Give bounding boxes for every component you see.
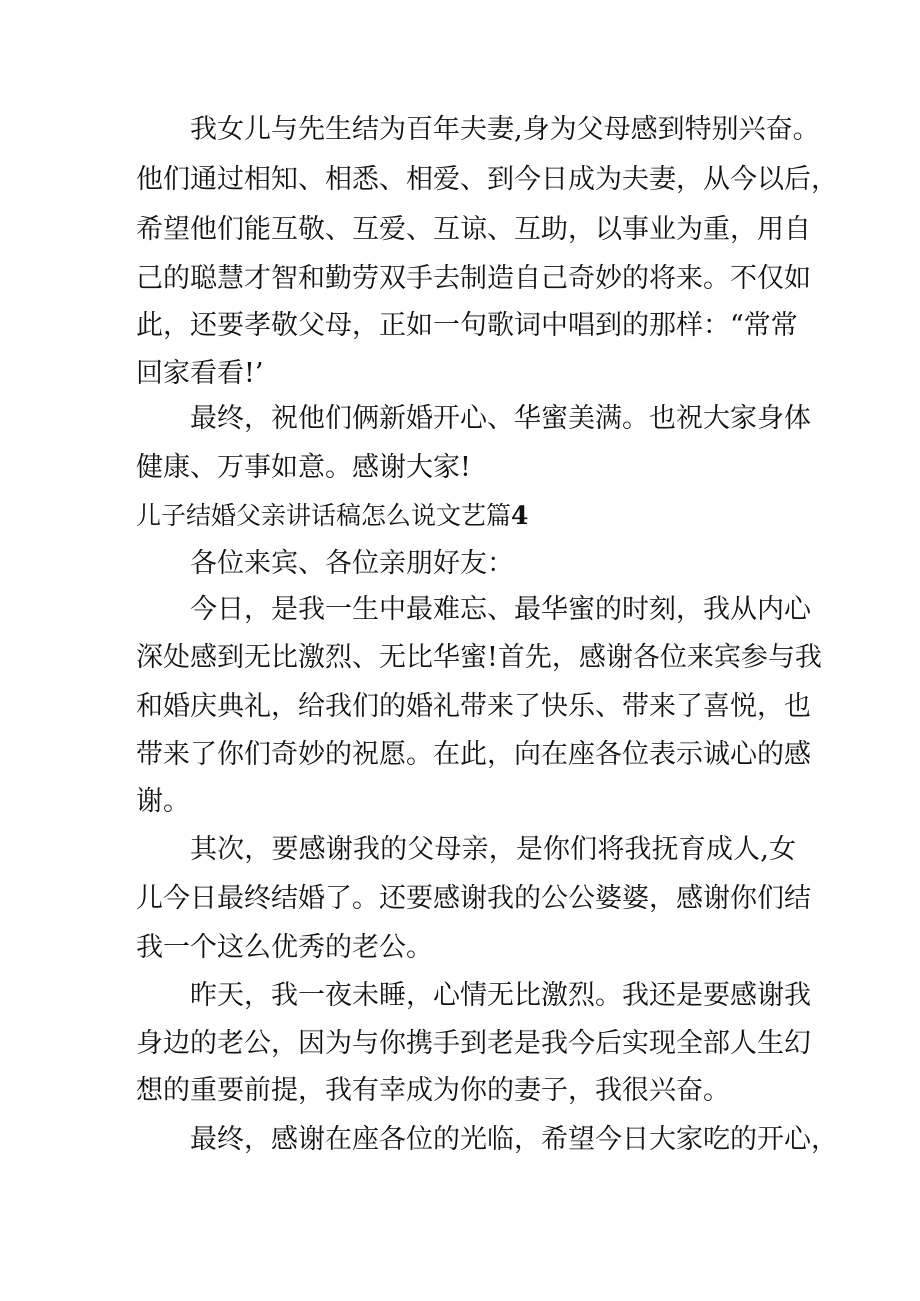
paragraph-line: 想的重要前提，我有幸成为你的妻子，我很兴奋。 [136, 1075, 730, 1106]
paragraph-line: 健康、万事如意。感谢大家! [136, 452, 471, 483]
paragraph-line: 回家看看!’ [136, 358, 264, 389]
paragraph-line: 和婚庆典礼，给我们的婚礼带来了快乐、带来了喜悦，也 [136, 691, 811, 722]
paragraph-line: 最终，祝他们俩新婚开心、华蜜美满。也祝大家身体 [190, 403, 811, 434]
paragraph-line: 他们通过相知、相悉、相爱、到今日成为夫妻，从今以后， [136, 164, 838, 195]
paragraph-line: 己的聪慧才智和勤劳双手去制造自己奇妙的将来。不仅如 [136, 263, 811, 294]
paragraph-line: 今日，是我一生中最难忘、最华蜜的时刻，我从内心 [190, 594, 811, 625]
section-heading-text: 儿子结婚父亲讲话稿怎么说文艺篇 [136, 501, 512, 530]
paragraph-line: 深处感到无比激烈、无比华蜜!首先，感谢各位来宾参与我 [136, 642, 822, 673]
paragraph-line: 我女儿与先生结为百年夫妻,身为父母感到特别兴奋。 [190, 114, 820, 145]
paragraph-line: 最终，感谢在座各位的光临，希望今日大家吃的开心， [190, 1124, 838, 1155]
paragraph-line: 儿今日最终结婚了。还要感谢我的公公婆婆，感谢你们结 [136, 883, 811, 914]
paragraph-line: 其次，要感谢我的父母亲，是你们将我抚育成人,女 [190, 834, 796, 865]
salutation-line: 各位来宾、各位亲朋好友： [190, 548, 514, 579]
paragraph-line: 身边的老公，因为与你携手到老是我今后实现全部人生幻 [136, 1028, 811, 1059]
paragraph-line: 希望他们能互敬、互爱、互谅、互助，以事业为重，用自 [136, 214, 811, 245]
paragraph-line: 此，还要孝敬父母，正如一句歌词中唱到的那样：“常常 [136, 310, 798, 341]
section-heading-number: 4 [511, 501, 529, 530]
paragraph-line: 谢。 [136, 786, 190, 817]
section-heading [136, 496, 796, 536]
paragraph-line: 我一个这么优秀的老公。 [136, 932, 433, 963]
paragraph-line: 昨天，我一夜未睡，心情无比激烈。我还是要感谢我 [190, 980, 811, 1011]
paragraph-line: 带来了你们奇妙的祝愿。在此，向在座各位表示诚心的感 [136, 739, 811, 770]
